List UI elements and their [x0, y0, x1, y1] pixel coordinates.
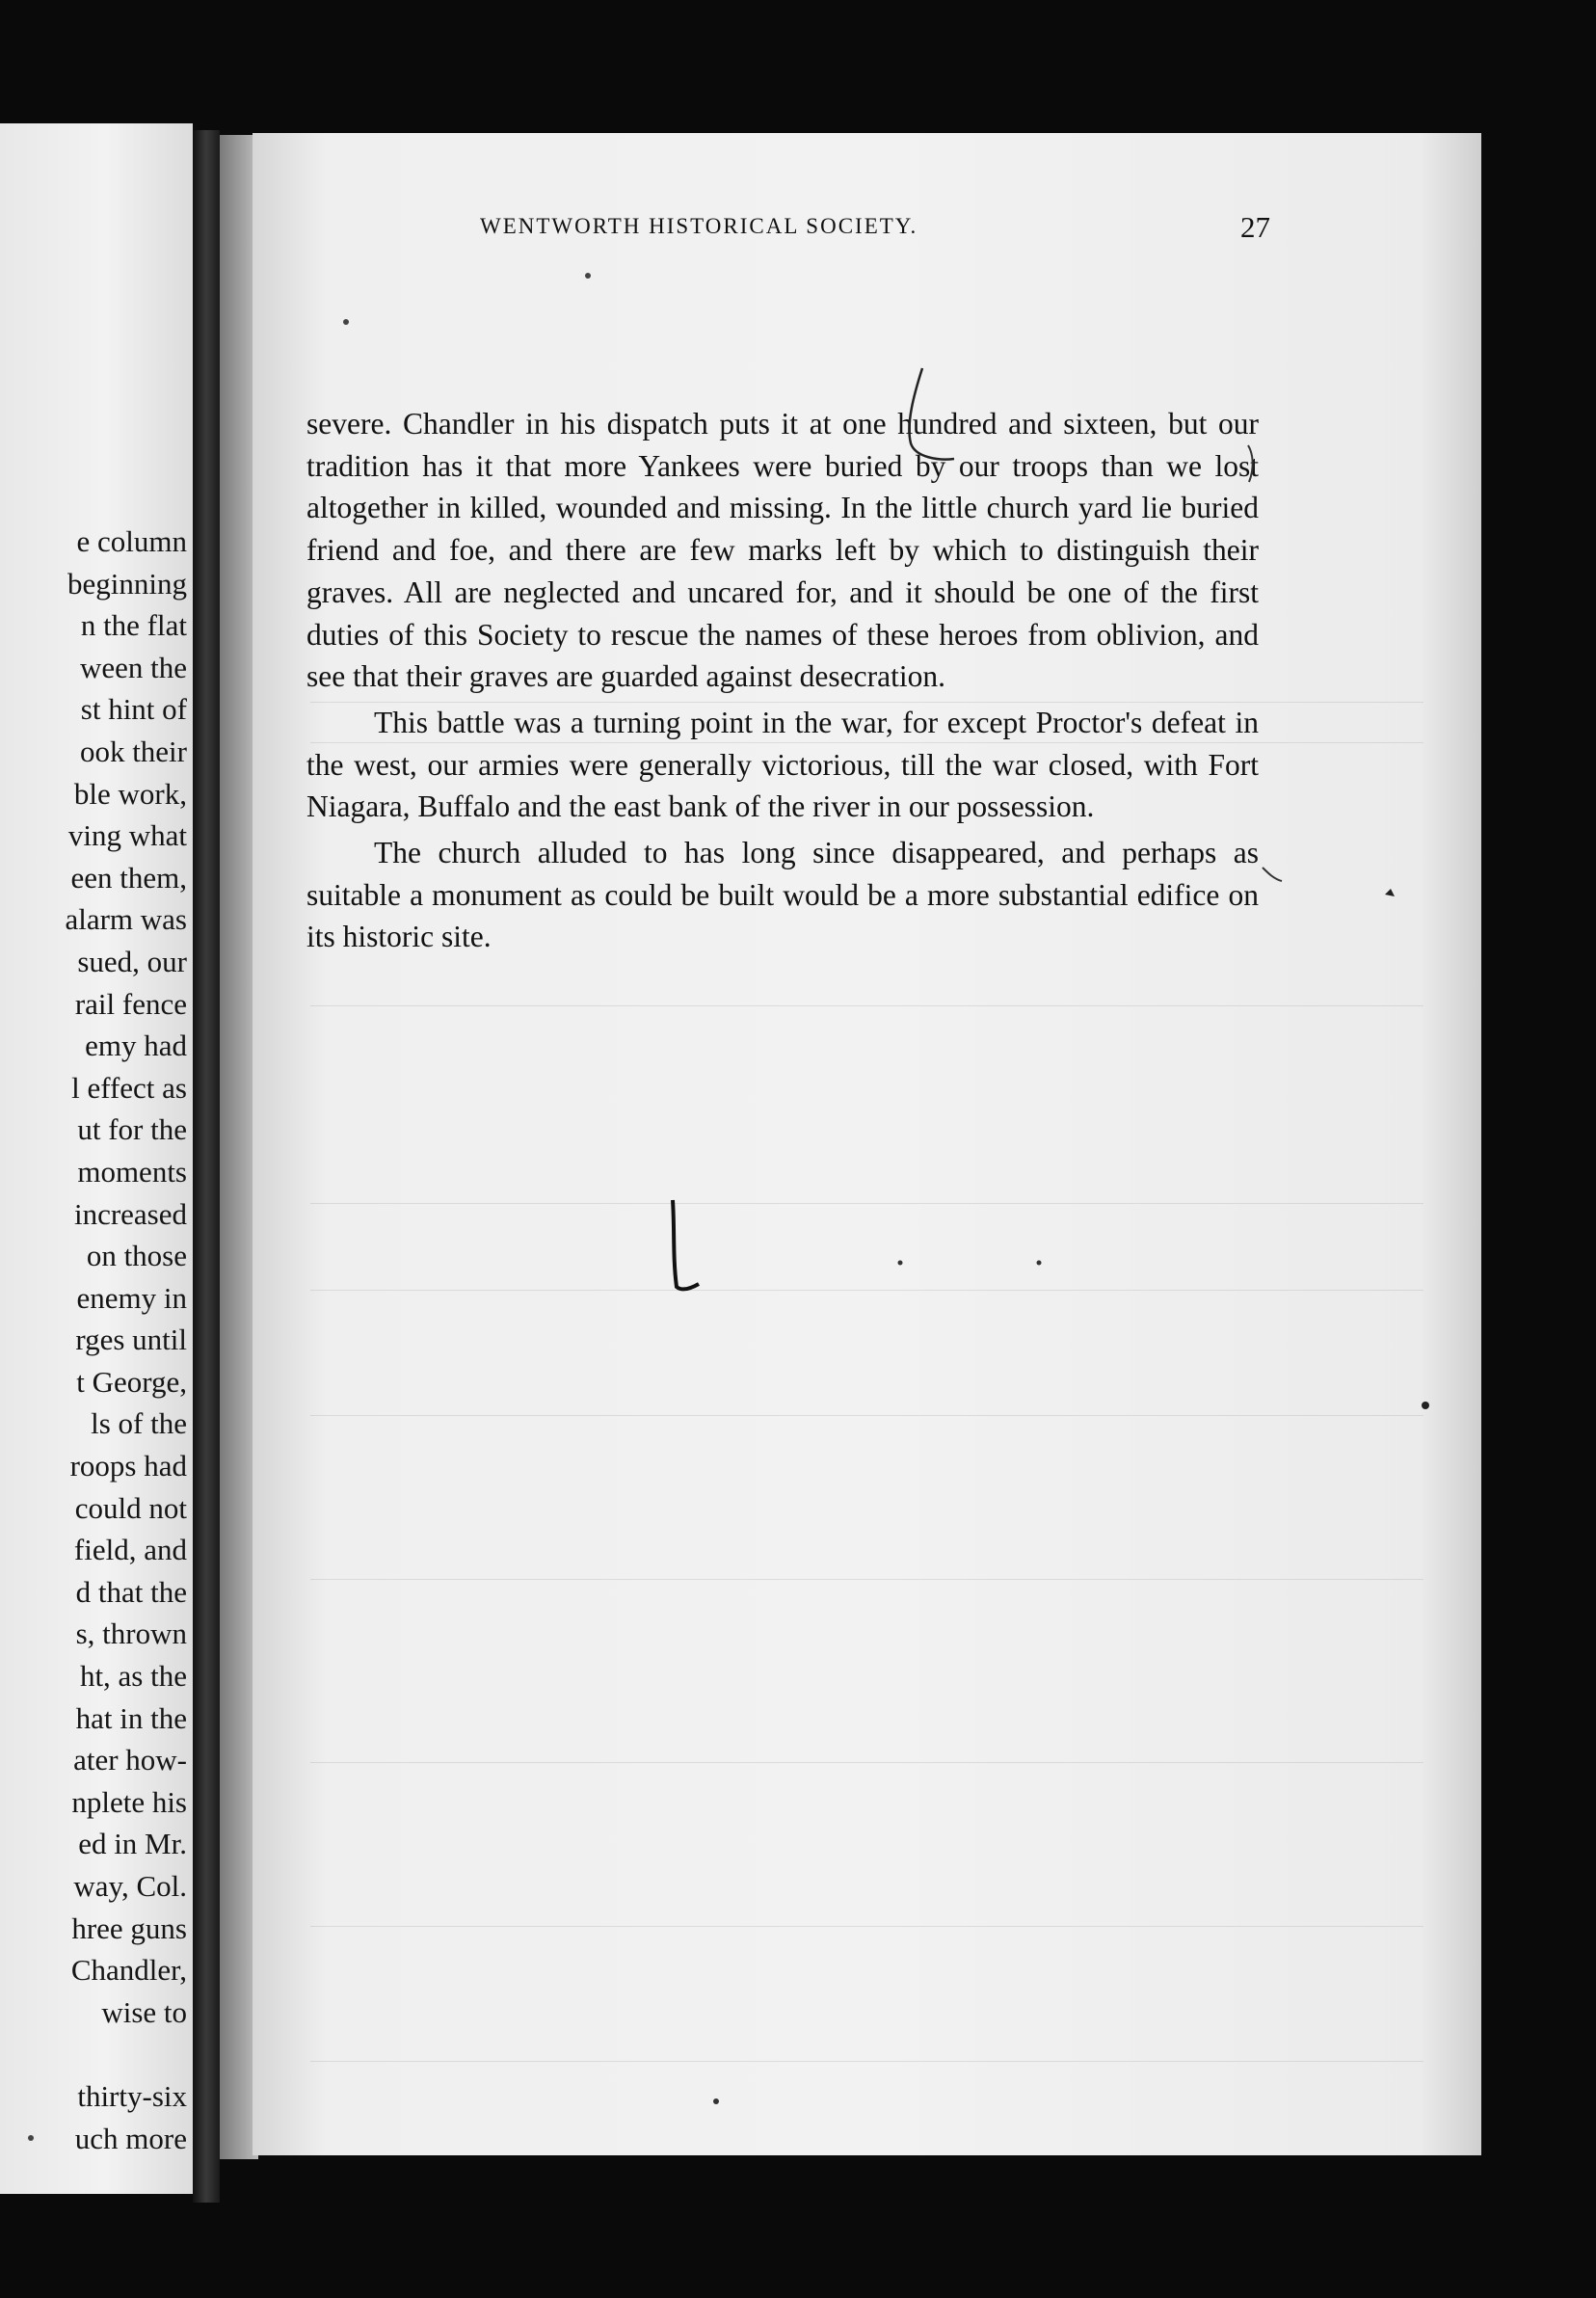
previous-page-line: hree guns: [71, 1911, 187, 1945]
previous-page-line: could not: [74, 1490, 187, 1525]
previous-page-line: uch more: [74, 2121, 187, 2155]
previous-page-line: Chandler,: [70, 1953, 187, 1988]
previous-page-line: sued, our: [77, 944, 187, 978]
pencil-mark: [909, 368, 954, 460]
running-head: WENTWORTH HISTORICAL SOCIETY.: [480, 214, 918, 238]
previous-page-line: ble work,: [73, 776, 187, 811]
previous-page-line: thirty-six: [77, 2078, 187, 2113]
previous-page-line: n the flat: [80, 608, 187, 643]
previous-page-line: ht, as the: [79, 1659, 187, 1694]
ink-speck: [1385, 889, 1395, 896]
previous-page-line: hat in the: [75, 1700, 187, 1735]
previous-page-line: field, and: [73, 1533, 187, 1567]
previous-page-line: roops had: [69, 1449, 187, 1483]
previous-page-line: s, thrown: [75, 1617, 187, 1651]
previous-page-line: beginning: [67, 566, 187, 601]
ink-speck: [343, 319, 349, 325]
previous-page-line: increased: [73, 1196, 187, 1231]
ink-speck: [1422, 1402, 1429, 1409]
ink-speck: [1037, 1261, 1042, 1266]
previous-page-line: st hint of: [80, 692, 187, 727]
previous-page-line: emy had: [85, 1029, 187, 1063]
ink-speck: [585, 273, 591, 279]
pencil-mark: [1248, 445, 1253, 482]
paragraph: The church alluded to has long since disappeared, and perhaps as suitable a monument as could be built would be a more substantial edifice on its historic site.: [306, 836, 1259, 954]
previous-page-line: t George,: [76, 1364, 187, 1399]
paragraph: severe. Chandler in his dispatch puts it at one hundred and sixteen, but our tradition has it that more Yankees were buried by our troops than we lost altogether in killed, wounded and missing. In the little church yard lie buried friend and foe, and there are few marks left by which to distinguish their graves. All are neglected and uncared for, and it should be one of the first duties of this Society to rescue the names of these heroes from oblivion, and see that their graves are guarded against desecration.: [306, 407, 1259, 694]
previous-page-line: een them,: [70, 860, 187, 895]
previous-page-line: way, Col.: [73, 1869, 187, 1903]
pencil-mark: [1263, 868, 1282, 881]
previous-page-line: e column: [76, 524, 187, 558]
ink-speck: [713, 2098, 719, 2104]
paragraph: This battle was a turning point in the war, for except Proctor's defeat in the west, our armies were generally victorious, till the war closed, with Fort Niagara, Buffalo and the east bank of the river in our possession.: [306, 705, 1259, 824]
previous-page-line: ater how-: [73, 1743, 187, 1777]
ink-speck: [28, 2135, 34, 2141]
pencil-mark: [673, 1200, 699, 1289]
previous-page-line: ween the: [79, 650, 187, 684]
previous-page-line: ook their: [79, 734, 187, 768]
previous-page-line: d that the: [75, 1574, 187, 1609]
previous-page-line: rges until: [75, 1323, 187, 1357]
previous-page-line: alarm was: [65, 902, 187, 937]
page-number: 27: [1240, 210, 1270, 244]
previous-page-line: l effect as: [71, 1070, 187, 1105]
previous-page-line: on those: [86, 1239, 187, 1273]
previous-page-line: ving what: [67, 818, 187, 853]
previous-page-line: ed in Mr.: [78, 1827, 187, 1861]
previous-page-line: wise to: [101, 1994, 187, 2029]
previous-page-line: ut for the: [77, 1112, 187, 1147]
previous-page-line: moments: [77, 1154, 187, 1189]
ink-speck: [898, 1261, 903, 1266]
previous-page-line: ls of the: [91, 1406, 187, 1441]
previous-page-line: enemy in: [76, 1280, 187, 1315]
previous-page-line: rail fence: [74, 986, 187, 1021]
previous-page-line: nplete his: [71, 1784, 187, 1819]
